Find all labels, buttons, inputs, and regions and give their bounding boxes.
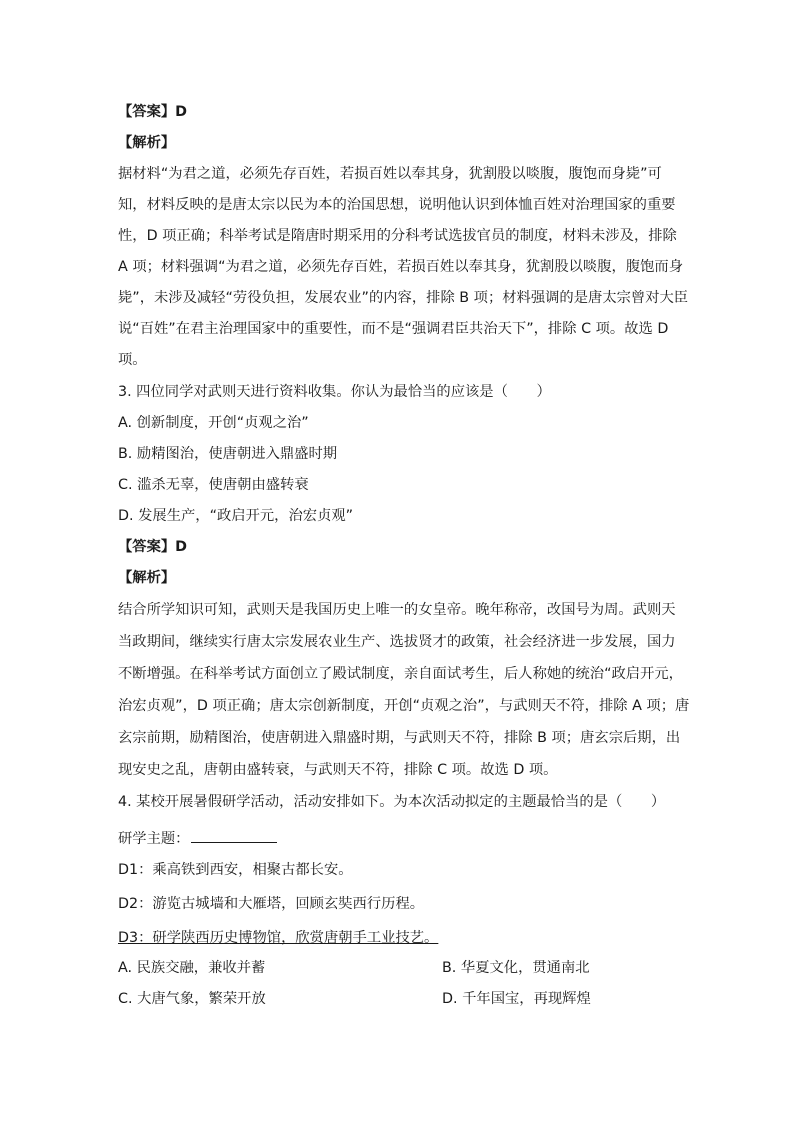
q2-analysis-label: 【解析】 xyxy=(118,135,176,151)
q3-answer: 【答案】D xyxy=(118,539,188,555)
q3-analysis-line: 当政期间，继续实行唐太宗发展农业生产、选拔贤才的政策，社会经济进一步发展，国力 xyxy=(118,634,676,650)
q4-option-d: D. 千年国宝，再现辉煌 xyxy=(442,991,591,1007)
q4-topic-blank xyxy=(191,828,277,843)
q2-analysis-line: A 项；材料强调“为君之道，必须先存百姓，若损百姓以奉其身，犹割股以啖腹，腹饱而身 xyxy=(118,259,684,275)
q2-analysis-line: 性，D 项正确；科举考试是隋唐时期采用的分科考试选拔官员的制度，材料未涉及，排除 xyxy=(118,228,677,244)
q2-analysis-line: 据材料“为君之道，必须先存百姓，若损百姓以奉其身，犹割股以啖腹，腹饱而身毙”可 xyxy=(118,166,662,182)
q4-stem: 4. 某校开展暑假研学活动，活动安排如下。为本次活动拟定的主题最恰当的是（ ） xyxy=(118,794,666,810)
q3-analysis-line: 玄宗前期，励精图治，使唐朝进入鼎盛时期，与武则天不符，排除 B 项；唐玄宗后期，出 xyxy=(118,730,681,746)
q2-analysis-line: 说“百姓”在君主治理国家中的重要性，而不是“强调君臣共治天下”，排除 C 项。故选 D xyxy=(118,321,669,337)
q4-topic xyxy=(118,828,277,849)
q4-option-b: B. 华夏文化，贯通南北 xyxy=(442,960,590,976)
q3-analysis-line: 结合所学知识可知，武则天是我国历史上唯一的女皇帝。晚年称帝，改国号为周。武则天 xyxy=(118,602,676,618)
q2-analysis-line: 毙”，未涉及减轻“劳役负担，发展农业”的内容，排除 B 项；材料强调的是唐太宗曾对大臣 xyxy=(118,290,689,306)
q3-option-c: C. 滥杀无辜，使唐朝由盛转衰 xyxy=(118,477,309,493)
q3-option-d: D. 发展生产，“政启开元，治宏贞观” xyxy=(118,508,354,524)
q3-option-a: A. 创新制度，开创“贞观之治” xyxy=(118,415,309,431)
q4-d1: D1：乘高铁到西安，相聚古都长安。 xyxy=(118,862,353,878)
q4-d3: D3：研学陕西历史博物馆，欣赏唐朝手工业技艺。 xyxy=(118,930,439,946)
q3-analysis-line: 不断增强。在科举考试方面创立了殿试制度，亲自面试考生，后人称她的统治“政启开元， xyxy=(118,666,683,682)
q2-analysis-line: 知，材料反映的是唐太宗以民为本的治国思想，说明他认识到体恤百姓对治理国家的重要 xyxy=(118,197,676,213)
q2-answer: 【答案】D xyxy=(118,104,188,120)
q4-option-a: A. 民族交融，兼收并蓄 xyxy=(118,960,266,976)
q4-d2: D2：游览古城墙和大雁塔，回顾玄奘西行历程。 xyxy=(118,896,425,912)
q4-option-c: C. 大唐气象，繁荣开放 xyxy=(118,991,266,1007)
q4-topic-label: 研学主题： xyxy=(118,831,190,847)
q3-stem: 3. 四位同学对武则天进行资料收集。你认为最恰当的应该是（ ） xyxy=(118,384,551,400)
q3-analysis-label: 【解析】 xyxy=(118,570,176,586)
q3-analysis-line: 治宏贞观”，D 项正确；唐太宗创新制度，开创“贞观之治”，与武则天不符，排除 A 项；唐 xyxy=(118,698,690,714)
q3-option-b: B. 励精图治，使唐朝进入鼎盛时期 xyxy=(118,446,338,462)
q2-analysis-line: 项。 xyxy=(118,352,147,368)
q3-analysis-line: 现安史之乱，唐朝由盛转衰，与武则天不符，排除 C 项。故选 D 项。 xyxy=(118,762,558,778)
